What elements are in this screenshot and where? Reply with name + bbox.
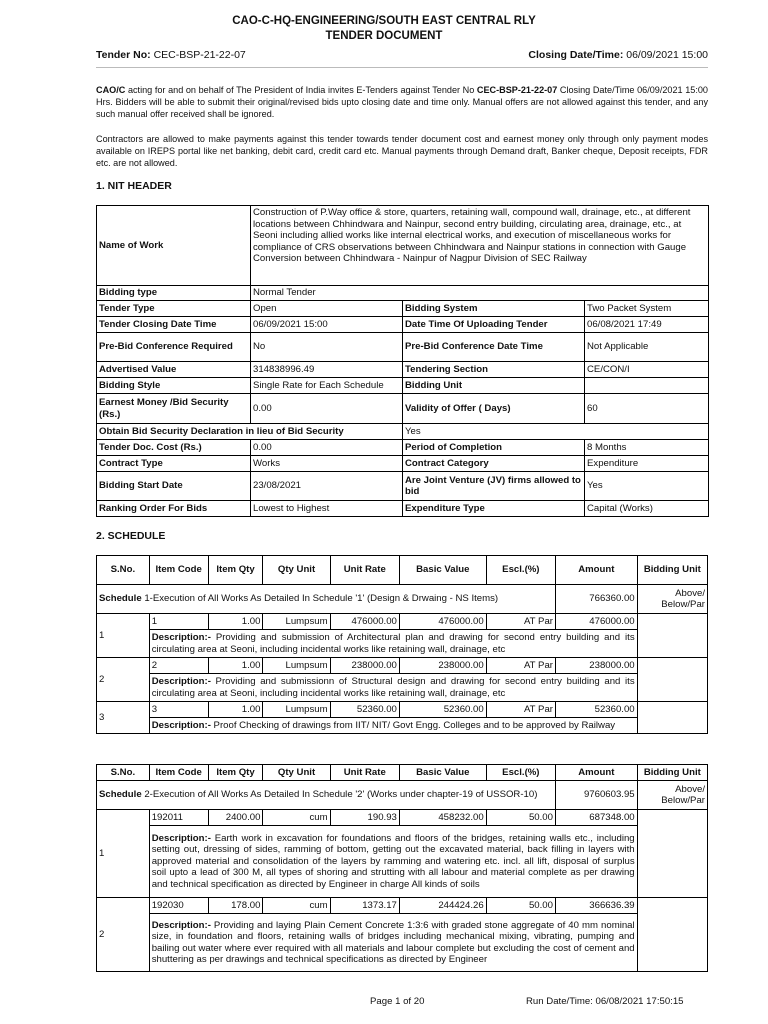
page-number: Page 1 of 20 (370, 996, 425, 1007)
row-description: Description:- Providing and laying Plain Cement Concrete 1:3:6 with graded stone aggregate of 40 mm nominal size, in foundation and floors, retaining walls of bridges including mechanical mixing, vibrating, pumping and bailing out water where ever required with all materials and labour complete but excluding the cost of cement and shuttering as per drawings and technical specifications as directed by Engineer (149, 914, 637, 972)
row-amount: 238000.00 (555, 658, 637, 674)
row-qty-unit: Lumpsum (263, 702, 330, 718)
closing-datetime: Closing Date/Time: 06/09/2021 15:00 (528, 49, 708, 61)
row-description: Description:- Providing and submissionn of Structural design and drawing for second entry building and its circulating area at Seoni, including incidental works like retaining wall, drainage, etc (149, 674, 637, 702)
table-row (97, 810, 708, 826)
row-unit-rate: 52360.00 (330, 702, 399, 718)
row-qty-unit: cum (263, 898, 330, 914)
schedule-2-amount: 9760603.95 (555, 781, 637, 810)
tendering-section-label: Tendering Section (403, 362, 585, 378)
nit-header-table (96, 205, 709, 517)
col-item-qty: Item Qty (208, 765, 263, 781)
row-escl: AT Par (486, 614, 555, 630)
bidding-type-value: Normal Tender (251, 286, 709, 301)
row-sno: 3 (97, 702, 150, 734)
col-unit-rate: Unit Rate (330, 765, 399, 781)
run-datetime: Run Date/Time: 06/08/2021 17:50:15 (526, 996, 684, 1007)
row-item-code: 1 (149, 614, 208, 630)
bidding-style-value: Single Rate for Each Schedule (251, 378, 403, 394)
row-item-code: 3 (149, 702, 208, 718)
row-item-code: 2 (149, 658, 208, 674)
row-sno: 2 (97, 658, 150, 702)
name-of-work-value: Construction of P.Way office & store, quarters, retaining wall, compound wall, drainage, etc., at different locations between Chhindwara and Nainpur, second entry building, circulating area, drainage, etc., at Seoni including allied works like internal electrical works, and execution of miscellaneous works for compliance of CRS observations between Chhindwara and Nainpur stations in connection with Gauge Conversion between Chhindwara - Nainpur of Nagpur Division of SEC Railway (251, 206, 709, 286)
col-item-code: Item Code (149, 765, 208, 781)
row-qty-unit: Lumpsum (263, 614, 330, 630)
row-amount: 476000.00 (555, 614, 637, 630)
row-escl: 50.00 (486, 898, 555, 914)
row-item-qty: 2400.00 (208, 810, 263, 826)
tender-type-value: Open (251, 301, 403, 317)
row-sno: 1 (97, 810, 150, 898)
validity-value: 60 (585, 394, 709, 424)
row-escl: AT Par (486, 658, 555, 674)
col-bidding-unit: Bidding Unit (637, 765, 707, 781)
bidding-unit-label: Bidding Unit (403, 378, 585, 394)
expenditure-type-label: Expenditure Type (403, 501, 585, 517)
bidding-unit-value (585, 378, 709, 394)
schedule-2-table (96, 764, 708, 972)
doc-cost-value: 0.00 (251, 440, 403, 456)
uploading-datetime-label: Date Time Of Uploading Tender (403, 317, 585, 333)
col-basic-value: Basic Value (399, 556, 486, 585)
table-row (97, 898, 708, 914)
document-title: TENDER DOCUMENT (325, 30, 443, 42)
contract-category-value: Expenditure (585, 456, 709, 472)
contract-category-label: Contract Category (403, 456, 585, 472)
validity-label: Validity of Offer ( Days) (403, 394, 585, 424)
col-qty-unit: Qty Unit (263, 556, 330, 585)
row-sno: 1 (97, 614, 150, 658)
completion-value: 8 Months (585, 440, 709, 456)
row-sno: 2 (97, 898, 150, 972)
bid-security-declaration-value: Yes (403, 424, 709, 440)
col-sno: S.No. (97, 556, 150, 585)
schedule-1-bidding-unit: Above/ Below/Par (637, 585, 707, 614)
schedule-heading: 2. SCHEDULE (96, 530, 166, 542)
row-item-qty: 1.00 (208, 614, 263, 630)
col-qty-unit: Qty Unit (263, 765, 330, 781)
ranking-order-value: Lowest to Highest (251, 501, 403, 517)
prebid-label: Pre-Bid Conference Required (97, 333, 251, 362)
row-item-code: 192030 (149, 898, 208, 914)
row-qty-unit: cum (263, 810, 330, 826)
closing-datetime-label: Tender Closing Date Time (97, 317, 251, 333)
row-basic-value: 52360.00 (399, 702, 486, 718)
col-amount: Amount (555, 765, 637, 781)
schedule-2-title: Schedule 2-Execution of All Works As Detailed In Schedule '2' (Works under chapter-19 of USSOR-10) (97, 781, 556, 810)
closing-datetime-value: 06/09/2021 15:00 (251, 317, 403, 333)
table-row (97, 658, 708, 674)
col-escl: Escl.(%) (486, 556, 555, 585)
intro-paragraph: CAO/C acting for and on behalf of The President of India invites E-Tenders against Tender No CEC-BSP-21-22-07 Closing Date/Time 06/09/2021 15:00 Hrs. Bidders will be able to submit their original/revised bids upto closing date and time only. Manual offers are not allowed against this tender, and any such manual offer received shall be ignored. (96, 85, 708, 119)
uploading-datetime-value: 06/08/2021 17:49 (585, 317, 709, 333)
tender-type-label: Tender Type (97, 301, 251, 317)
advertised-value-label: Advertised Value (97, 362, 251, 378)
row-basic-value: 458232.00 (399, 810, 486, 826)
row-item-code: 192011 (149, 810, 208, 826)
advertised-value: 314838996.49 (251, 362, 403, 378)
row-qty-unit: Lumpsum (263, 658, 330, 674)
row-description: Description:- Proof Checking of drawings from IIT/ NIT/ Govt Engg. Colleges and to be approved by Railway (149, 718, 637, 734)
earnest-money-label: Earnest Money /Bid Security (Rs.) (97, 394, 251, 424)
tender-no: Tender No: CEC-BSP-21-22-07 (96, 49, 246, 61)
col-sno: S.No. (97, 765, 150, 781)
bidding-start-label: Bidding Start Date (97, 472, 251, 501)
schedule-1-table (96, 555, 708, 734)
row-basic-value: 238000.00 (399, 658, 486, 674)
col-bidding-unit: Bidding Unit (637, 556, 707, 585)
row-description: Description:- Providing and submission of Architectural plan and drawing for second entry building and its circulating area at Seoni, including incidental works like retaining wall, drainage, etc (149, 630, 637, 658)
col-unit-rate: Unit Rate (330, 556, 399, 585)
ranking-order-label: Ranking Order For Bids (97, 501, 251, 517)
schedule-2-bidding-unit: Above/ Below/Par (637, 781, 707, 810)
row-unit-rate: 190.93 (330, 810, 399, 826)
completion-label: Period of Completion (403, 440, 585, 456)
bidding-type-label: Bidding type (97, 286, 251, 301)
bidding-start-value: 23/08/2021 (251, 472, 403, 501)
header-divider (96, 67, 708, 68)
expenditure-type-value: Capital (Works) (585, 501, 709, 517)
row-escl: 50.00 (486, 810, 555, 826)
contract-type-value: Works (251, 456, 403, 472)
row-amount: 52360.00 (555, 702, 637, 718)
bid-security-declaration-label: Obtain Bid Security Declaration in lieu of Bid Security (97, 424, 403, 440)
row-bidding-unit (637, 658, 707, 702)
row-escl: AT Par (486, 702, 555, 718)
prebid-date-value: Not Applicable (585, 333, 709, 362)
row-description: Description:- Earth work in excavation for foundations and floors of the bridges, retaining walls etc., including setting out, dressing of sides, ramming of bottom, getting out the excavated material, back filling in layers with approved material and consolidation of the layers by ramming and watering etc. incl. all lift, disposal of surplus soil upto a lead of 300 M, all types of shoring and strutting with all labour and material complete as per drawing and technical specification as directed by Engineer in charge All kinds of soils (149, 826, 637, 898)
col-item-qty: Item Qty (208, 556, 263, 585)
nit-header-heading: 1. NIT HEADER (96, 180, 172, 192)
table-row (97, 614, 708, 630)
row-amount: 366636.39 (555, 898, 637, 914)
jv-allowed-value: Yes (585, 472, 709, 501)
col-item-code: Item Code (149, 556, 208, 585)
row-item-qty: 1.00 (208, 658, 263, 674)
prebid-date-label: Pre-Bid Conference Date Time (403, 333, 585, 362)
row-unit-rate: 238000.00 (330, 658, 399, 674)
row-basic-value: 476000.00 (399, 614, 486, 630)
row-basic-value: 244424.26 (399, 898, 486, 914)
name-of-work-label: Name of Work (97, 206, 251, 286)
table-row (97, 702, 708, 718)
row-unit-rate: 1373.17 (330, 898, 399, 914)
col-basic-value: Basic Value (399, 765, 486, 781)
row-bidding-unit (637, 614, 707, 658)
bidding-style-label: Bidding Style (97, 378, 251, 394)
tendering-section-value: CE/CON/I (585, 362, 709, 378)
row-amount: 687348.00 (555, 810, 637, 826)
bidding-system-label: Bidding System (403, 301, 585, 317)
row-item-qty: 178.00 (208, 898, 263, 914)
row-item-qty: 1.00 (208, 702, 263, 718)
payment-paragraph: Contractors are allowed to make payments against this tender towards tender document cost and earnest money only through only payment modes available on IREPS portal like net banking, debit card, credit card etc. Manual payments through Demand draft, Banker cheque, Deposit receipts, FDR etc. are not allowed. (96, 134, 708, 168)
row-bidding-unit (637, 898, 707, 972)
prebid-value: No (251, 333, 403, 362)
jv-allowed-label: Are Joint Venture (JV) firms allowed to bid (403, 472, 585, 501)
schedule-1-amount: 766360.00 (555, 585, 637, 614)
doc-cost-label: Tender Doc. Cost (Rs.) (97, 440, 251, 456)
bidding-system-value: Two Packet System (585, 301, 709, 317)
row-bidding-unit (637, 810, 707, 898)
row-unit-rate: 476000.00 (330, 614, 399, 630)
row-bidding-unit (637, 702, 707, 734)
contract-type-label: Contract Type (97, 456, 251, 472)
schedule-1-title: Schedule 1-Execution of All Works As Detailed In Schedule '1' (Design & Drwaing - NS Items) (97, 585, 556, 614)
earnest-money-value: 0.00 (251, 394, 403, 424)
organization-title: CAO-C-HQ-ENGINEERING/SOUTH EAST CENTRAL RLY (232, 15, 536, 27)
col-escl: Escl.(%) (486, 765, 555, 781)
col-amount: Amount (555, 556, 637, 585)
